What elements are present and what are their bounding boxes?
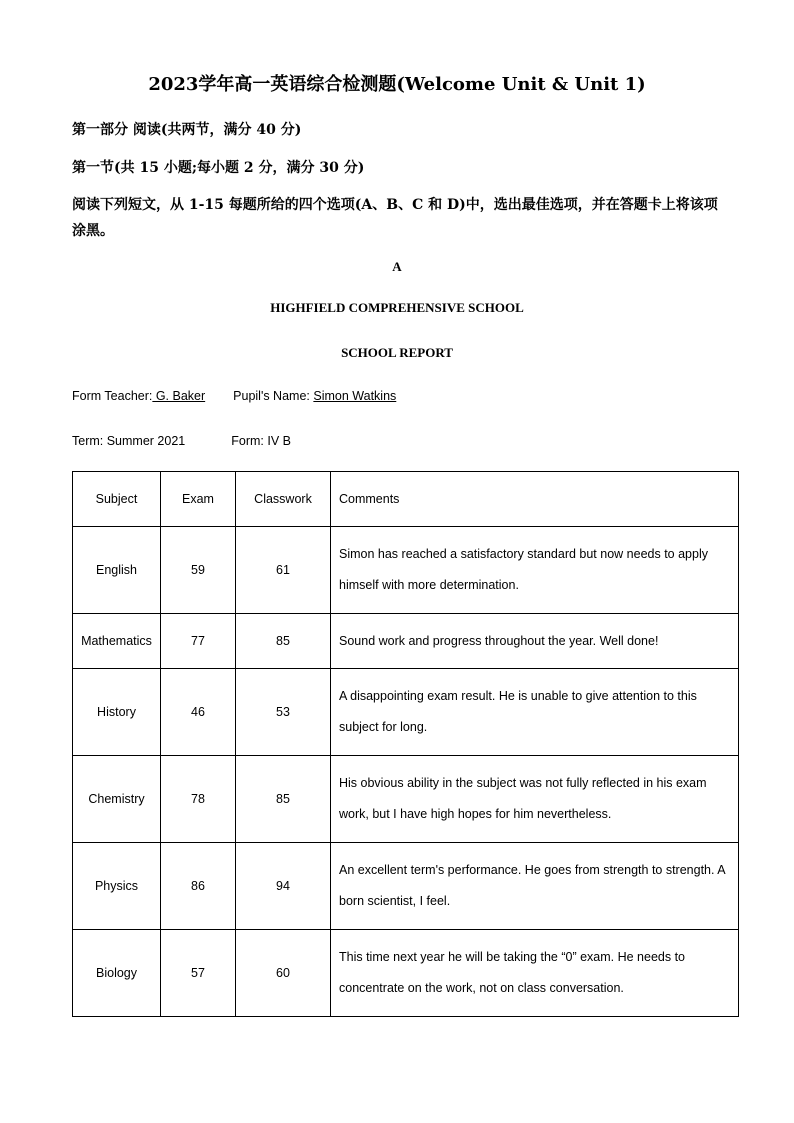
school-name: HIGHFIELD COMPREHENSIVE SCHOOL	[270, 300, 524, 315]
form-teacher-name: G. Baker	[152, 389, 206, 403]
subject-cell: History	[73, 669, 161, 756]
comment-cell: His obvious ability in the subject was not fully reflected in his exam work, but I have high hopes for him nevertheless.	[331, 756, 739, 843]
subject-cell: Physics	[73, 843, 161, 930]
header-classwork: Classwork	[236, 472, 331, 527]
classwork-cell: 53	[236, 669, 331, 756]
pupil-name: Simon Watkins	[313, 389, 397, 403]
exam-cell: 59	[161, 527, 236, 614]
page-title: 2023学年高一英语综合检测题(Welcome Unit & Unit 1)	[148, 74, 646, 95]
comment-cell: Simon has reached a satisfactory standard but now needs to apply himself with more determination.	[331, 527, 739, 614]
exam-cell: 57	[161, 930, 236, 1017]
exam-cell: 77	[161, 614, 236, 669]
comment-cell: Sound work and progress throughout the year. Well done!	[331, 614, 739, 669]
term: Term: Summer 2021	[72, 434, 186, 448]
table-row	[73, 669, 739, 756]
exam-cell: 46	[161, 669, 236, 756]
classwork-cell: 85	[236, 614, 331, 669]
classwork-cell: 61	[236, 527, 331, 614]
section-heading: 第一节(共 15 小题;每小题 2 分，满分 30 分)	[72, 160, 365, 176]
comment-cell: A disappointing exam result. He is unable to give attention to this subject for long.	[331, 669, 739, 756]
subject-cell: English	[73, 527, 161, 614]
form-teacher-label: Form Teacher:	[72, 389, 153, 403]
table-row	[73, 614, 739, 669]
exam-cell: 78	[161, 756, 236, 843]
header-exam: Exam	[161, 472, 236, 527]
form: Form: IV B	[231, 434, 291, 448]
subject-cell: Biology	[73, 930, 161, 1017]
subject-cell: Chemistry	[73, 756, 161, 843]
comment-cell: An excellent term's performance. He goes from strength to strength. A born scientist, I feel.	[331, 843, 739, 930]
classwork-cell: 94	[236, 843, 331, 930]
classwork-cell: 60	[236, 930, 331, 1017]
term-form-line	[72, 434, 291, 448]
pupil-name-label: Pupil's Name:	[233, 389, 310, 403]
classwork-cell: 85	[236, 756, 331, 843]
table-row	[73, 756, 739, 843]
exam-cell: 86	[161, 843, 236, 930]
header-comments: Comments	[331, 472, 739, 527]
table-row	[73, 527, 739, 614]
header-subject: Subject	[73, 472, 161, 527]
table-row	[73, 930, 739, 1017]
passage-letter: A	[392, 259, 402, 274]
comment-cell: This time next year he will be taking the “0” exam. He needs to concentrate on the work, not on class conversation.	[331, 930, 739, 1017]
part-heading: 第一部分 阅读(共两节，满分 40 分)	[72, 122, 302, 138]
table-row	[73, 843, 739, 930]
report-table	[72, 471, 739, 1017]
table-header-row	[73, 472, 739, 527]
instructions: 阅读下列短文，从 1-15 每题所给的四个选项(A、B、C 和 D)中，选出最佳选项，并在答题卡上将该项涂黑。	[72, 197, 718, 239]
report-title: SCHOOL REPORT	[341, 345, 453, 360]
teacher-pupil-line	[72, 389, 396, 403]
subject-cell: Mathematics	[73, 614, 161, 669]
